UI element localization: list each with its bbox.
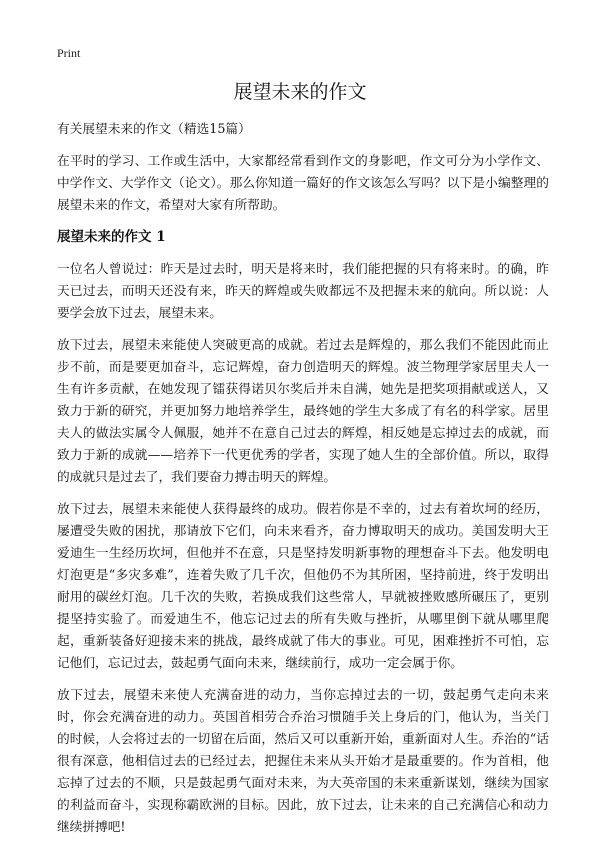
document-body: [57, 118, 549, 848]
document-title: 展望未来的作文: [233, 81, 367, 103]
body-paragraph-4: 放下过去，展望未来使人充满奋进的动力，当你忘掉过去的一切，鼓起勇气走向未来时，你会充满奋进的动力。英国首相劳合乔治习惯随手关上身后的门，他认为，当关门的时候，人会将过去的一切留在后面，然后又可以重新开始，重新面对人生。乔治的“话很有深意，他相信过去的已经过去，把握住未来从头开始才是最重要的。作为首相，他忘掉了过去的不顺，只是鼓起勇气面对未来，为大英帝国的未来重新谋划，继续为国家的利益而奋斗，实现称霸欧洲的目标。因此，放下过去，让未来的自己充满信心和动力继续拼搏吧!: [57, 687, 549, 834]
body-paragraph-3: 放下过去，展望未来能使人获得最终的成功。假若你是不幸的，过去有着坎坷的经历，屡遭受失败的困扰，那请放下它们，向未来看齐，奋力博取明天的成功。美国发明大王爱迪生一生经历坎坷，但他并不在意，只是坚持发明新事物的理想奋斗下去。他发明电灯泡更是“多灾多难”，连着失败了几千次，但他仍不为其所困，坚持前进，终于发明出耐用的碳丝灯泡。几千次的失败，若换成我们这些常人，早就被挫败感所碾压了，更别提坚持实验了。而爱迪生不，他忘记过去的所有失败与挫折，从哪里倒下就从哪里爬起，重新装备好迎接未来的挑战，最终成就了伟大的事业。可见，困难挫折不可怕，忘记他们，忘记过去，鼓起勇气面向未来，继续前行，成功一定会属于你。: [57, 501, 549, 670]
print-label: Print: [57, 46, 81, 60]
intro-paragraph: 在平时的学习、工作或生活中，大家都经常看到作文的身影吧，作文可分为小学作文、中学作文、大学作文（论文）。那么你知道一篇好的作文该怎么写吗？以下是小编整理的展望未来的作文，希望对大家有所帮助。: [57, 153, 549, 212]
body-paragraph-2: 放下过去，展望未来能使人突破更高的成就。若过去是辉煌的，那么我们不能因此而止步不前，而是要更加奋斗，忘记辉煌，奋力创造明天的辉煌。波兰物理学家居里夫人一生有许多贡献，在她发现了镭获得诺贝尔奖后并未自满，她先是把奖项捐献或送人，又致力于新的研究，并更加努力地培养学生，最终她的学生大多成了有名的科学家。居里夫人的做法实属令人佩服，她并不在意自己过去的辉煌，相反她是忘掉过去的成就，而致力于新的成就——培养下一代更优秀的学者，实现了她人生的全部价值。所以，取得的成就只是过去了，我们要奋力搏击明天的辉煌。: [57, 337, 549, 484]
section-heading: 展望未来的作文 1: [57, 229, 166, 245]
body-paragraph-1: 一位名人曾说过：昨天是过去时，明天是将来时，我们能把握的只有将来时。的确，昨天已过去，而明天还没有来，昨天的辉煌或失败都远不及把握未来的航向。所以说：人要学会放下过去，展望未来。: [57, 261, 549, 320]
document-subtitle: 有关展望未来的作文（精选15篇）: [57, 121, 251, 136]
